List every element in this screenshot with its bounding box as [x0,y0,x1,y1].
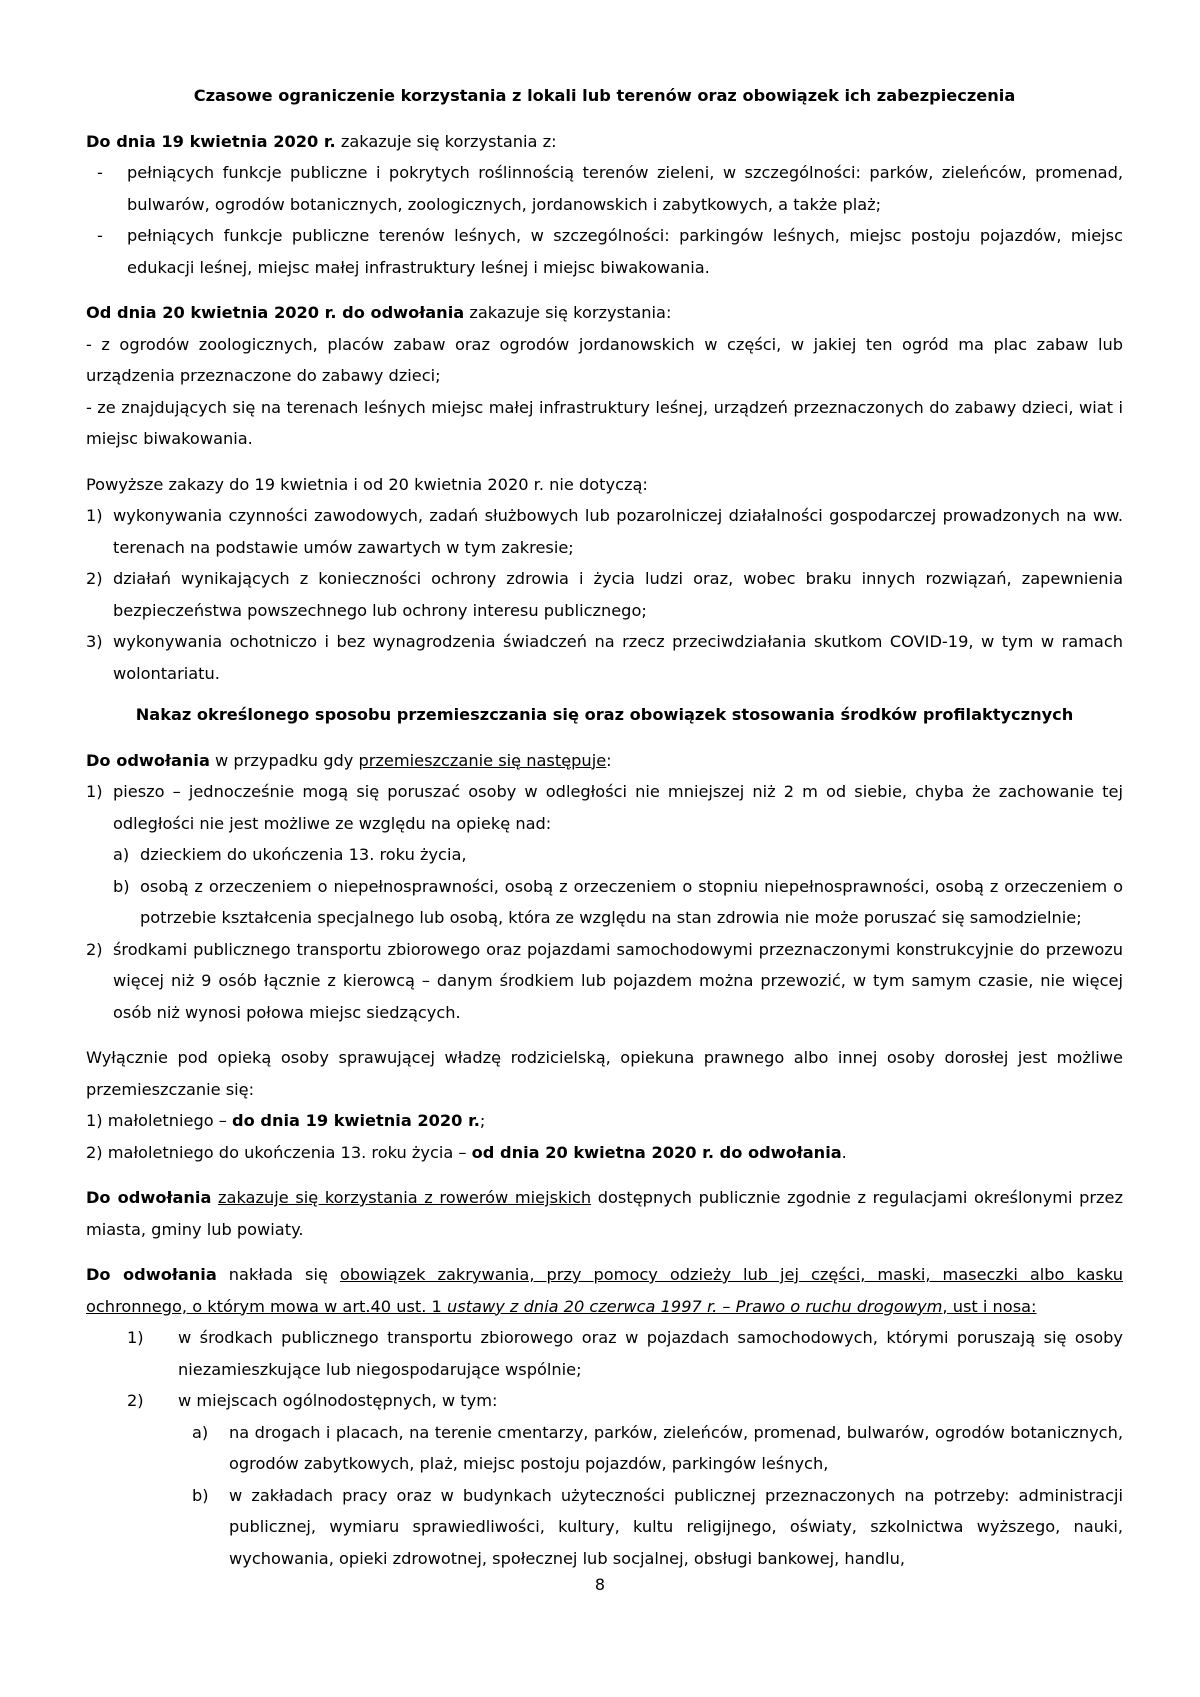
until-revoked-bold: Do odwołania [86,1265,217,1284]
paragraph-line: - ze znajdujących się na terenach leśnych miejsc małej infrastruktury leśnej, urządzeń przeznaczonych do zabawy dzieci, wiat i miejsc biwakowania. [86,397,1123,448]
list-marker: 3) [86,632,103,651]
date-bold: do dnia 19 kwietnia 2020 r. [232,1111,480,1130]
paragraph-minors: Wyłącznie pod opieką osoby sprawującej władzę rodzicielską, opiekuna prawnego albo innej osoby dorosłej jest możliwe przemieszczanie się: [86,1048,1123,1099]
list-item-text: pełniących funkcje publiczne i pokrytych roślinnością terenów zieleni, w szczególności: parków, zieleńców, promenad, bulwarów, ogrodów botanicznych, zoologicznych, jordanowskich i zabytkowych, a także plaż; [127,163,1123,214]
underlined-italic-text: ustawy z dnia 20 czerwca 1997 r. – Prawo o ruchu drogowym [447,1296,943,1316]
list-item [86,563,1123,626]
sub-list-item [86,871,1123,934]
line-text: 2) małoletniego do ukończenia 13. roku życia – [86,1142,472,1162]
list-item-text: dzieckiem do ukończenia 13. roku życia, [140,845,467,864]
list-item-text: pełniących funkcje publiczne terenów leśnych, w szczególności: parkingów leśnych, miejsc postoju pojazdów, miejsc edukacji leśnej, miejsc małej infrastruktury leśnej i miejsc biwakowania. [127,226,1123,277]
list-marker: a) [113,845,130,864]
sub-list-item [86,839,1123,871]
list-marker: 2) [86,939,103,959]
line-text: 1) małoletniego – [86,1111,233,1130]
list-item-text: działań wynikających z konieczności ochrony zdrowia i życia ludzi oraz, wobec braku innych rozwiązań, zapewnienia bezpieczeństwa powszechnego lub ochrony interesu publicznego; [113,569,1123,620]
list-marker: 2) [86,569,103,588]
underlined-text: przemieszczanie się następuje [358,750,607,770]
paragraph-text: : [606,750,612,770]
list-item-text: wykonywania czynności zawodowych, zadań służbowych lub pozarolniczej działalności gospodarczej prowadzonych na ww. terenach na podstawie umów zawartych w tym zakresie; [113,506,1123,557]
list-item-text: na drogach i placach, na terenie cmentarzy, parków, zieleńców, promenad, bulwarów, ogrodów botanicznych, ogrodów zabytkowych, plaż, miejsc postoju pojazdów, parkingów leśnych, [229,1422,1123,1473]
section-heading-movement: Nakaz określonego sposobu przemieszczania się oraz obowiązek stosowania środków profilaktycznych [135,705,1074,724]
underlined-text: obowiązek zakrywania, przy pomocy odzieży lub jej części, maski, maseczki albo kasku ochronnego, o którym mowa w art.40 ust. 1 [86,1265,1123,1316]
list-marker: 1) [127,1328,144,1347]
list-marker: 1) [86,506,103,525]
paragraph-movement [86,745,1123,777]
list-item [86,934,1123,1029]
list-item-text: w miejscach ogólnodostępnych, w tym: [178,1391,498,1410]
list-item [86,1322,1123,1385]
list-item-text: środkami publicznego transportu zbiorowego oraz pojazdami samochodowymi przeznaczonymi konstrukcyjnie do przewozu więcej niż 9 osób łącznie z kierowcą – danym środkiem lub pojazdem można przewozić, w tym samym czasie, nie więcej osób niż wynosi połowa miejsc siedzących. [113,939,1123,1022]
list-marker: - [97,226,103,245]
underlined-text: , ust i nosa: [942,1296,1037,1316]
paragraph-face-covering [86,1259,1123,1322]
list-item-text: w zakładach pracy oraz w budynkach użyteczności publicznej przeznaczonych na potrzeby: administracji publicznej, wymiaru sprawiedliwości, kultury, kultu religijnego, oświaty, szkolnictwa wyższego, nauki, wychowania, opieki zdrowotnej, społecznej lub socjalnej, obsługi bankowej, handlu, [229,1485,1123,1568]
until-revoked-bold: Do odwołania [86,750,210,770]
paragraph-text: w przypadku gdy [209,750,359,770]
list-item [86,500,1123,563]
list-item-text: osobą z orzeczeniem o niepełnosprawności, osobą z orzeczeniem o stopniu niepełnosprawności, osobą z orzeczeniem o potrzebie kształcenia specjalnego lub osobą, która ze względu na stan zdrowia nie może poruszać się samodzielnie; [140,876,1123,927]
paragraph-exceptions: Powyższe zakazy do 19 kwietnia i od 20 kwietnia 2020 r. nie dotyczą: [86,474,648,494]
list-item [86,157,1123,220]
list-item-text: wykonywania ochotniczo i bez wynagrodzenia świadczeń na rzecz przeciwdziałania skutkom COVID-19, w tym w ramach wolontariatu. [113,632,1123,683]
list-item-text: w środkach publicznego transportu zbiorowego oraz w pojazdach samochodowych, którymi poruszają się osoby niezamieszkujące lub niegospodarujące wspólnie; [178,1328,1123,1379]
date-bold: od dnia 20 kwietna 2020 r. do odwołania [471,1142,842,1162]
list-item [86,220,1123,283]
sub-list-item [86,1417,1123,1480]
sub-list-item [86,1480,1123,1575]
paragraph-line [86,1105,1123,1137]
line-text: . [841,1142,847,1162]
underlined-text: zakazuje się korzystania z rowerów miejskich [218,1188,592,1207]
document-page [86,80,1123,1574]
page-number: 8 [594,1575,606,1594]
paragraph-line: - z ogrodów zoologicznych, placów zabaw oraz ogrodów jordanowskich w części, w jakiej ten ogród ma plac zabaw lub urządzenia przeznaczone do zabawy dzieci; [86,334,1123,385]
list-item [86,626,1123,689]
paragraph-text: zakazuje się korzystania z: [335,131,557,151]
paragraph-city-bikes [86,1182,1123,1245]
list-marker: b) [113,876,130,896]
until-revoked-bold: Do odwołania [86,1188,212,1207]
paragraph-text: nakłada się [216,1265,340,1284]
paragraph-text: zakazuje się korzystania: [464,303,672,322]
list-marker: - [97,163,103,182]
list-item [86,1385,1123,1417]
section-heading-restrictions: Czasowe ograniczenie korzystania z lokali lub terenów oraz obowiązek ich zabezpieczenia [193,86,1016,105]
paragraph-text: dostępnych publicznie zgodnie z regulacjami określonymi przez miasta, gminy lub powiaty. [86,1188,1124,1239]
paragraph-line [86,1137,1123,1169]
list-item [86,776,1123,839]
list-item-text: pieszo – jednocześnie mogą się poruszać osoby w odległości nie mniejszej niż 2 m od siebie, chyba że zachowanie tej odległości nie jest możliwe ze względu na opiekę nad: [113,782,1123,833]
list-marker: 2) [127,1391,144,1410]
paragraph-until-19-april [86,126,1123,158]
line-text: ; [479,1111,486,1130]
list-marker: b) [192,1485,209,1505]
list-marker: 1) [86,782,103,801]
date-bold: Do dnia 19 kwietnia 2020 r. [86,131,336,151]
date-bold: Od dnia 20 kwietnia 2020 r. do odwołania [86,303,465,322]
list-marker: a) [192,1422,209,1442]
paragraph-from-20-april [86,297,1123,329]
